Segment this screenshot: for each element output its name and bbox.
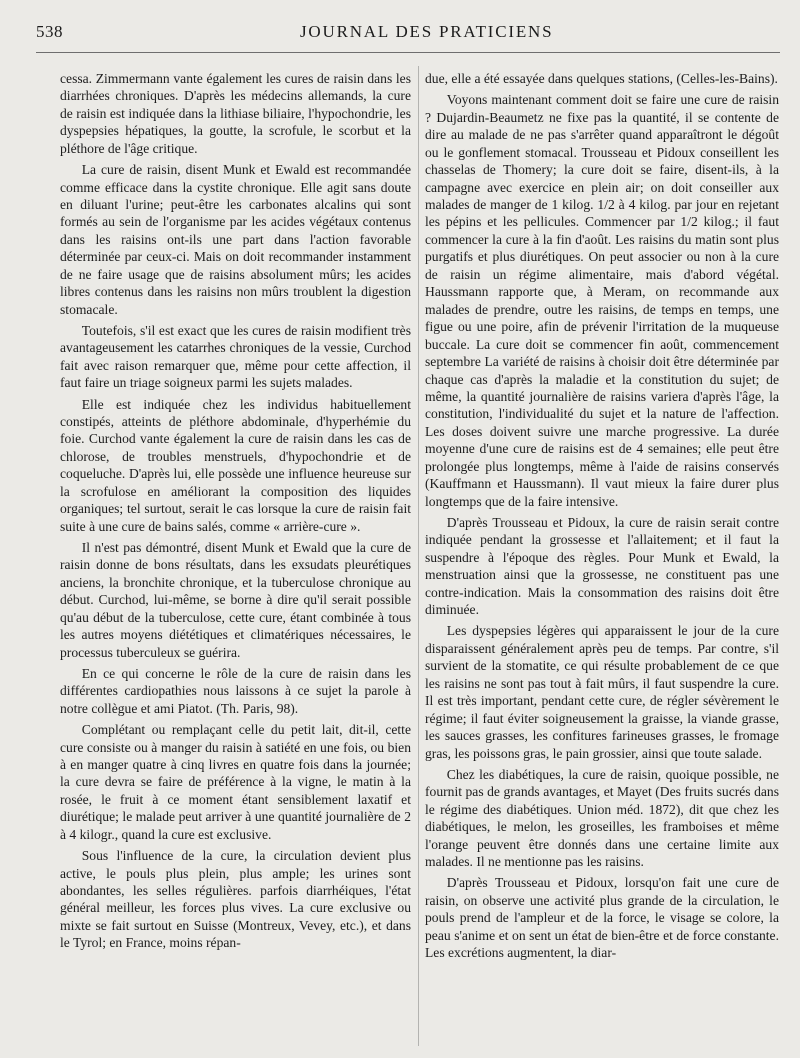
paragraph: cessa. Zimmermann vante également les cures de raisin dans les diarrhées chroniques. D'après les médecins allemands, la cure de raisin est indiquée dans la lithiase biliaire, l'hypochondrie, les dyspepsies hépatiques, la goutte, la scrofule, le scorbut et la pléthore de l'âge critique. [60,71,411,156]
header-rule [36,52,780,53]
page-header [0,22,800,50]
column-divider [418,66,419,1046]
left-column [60,70,411,956]
right-column [425,70,779,965]
paragraph: Chez les diabétiques, la cure de raisin, quoique possible, ne fournit pas de grands avantages, et Mayet (Des fruits sucrés dans le régime des diabétiques. Union méd. 1872), dit que chez les diabétiques, le melon, les groseilles, les framboises et même l'orange peuvent être donnés dans une certaine limite aux malades. Il ne mentionne pas les raisins. [425,766,779,870]
paragraph: D'après Trousseau et Pidoux, lorsqu'on fait une cure de raisin, on observe une activité plus grande de la circulation, le pouls prend de l'ampleur et de la force, le visage se colore, la peau s'anime et on sent un état de bien-être et de force constante. Les excrétions augmentent, la diar- [425,875,779,961]
paragraph: due, elle a été essayée dans quelques stations, (Celles-les-Bains). [425,71,778,86]
journal-title: JOURNAL DES PRATICIENS [300,22,554,41]
paragraph: Complétant ou remplaçant celle du petit lait, dit-il, cette cure consiste ou à manger du raisin à satiété en une fois, ou bien à en manger quatre à cinq livres en quatre fois dans la journée; la cure devra se faire de préférence à la vigne, le matin à la rosée, le fruit à ce moment étant sensiblement laxatif et diurétique; le malade peut arriver à une quantité journalière de 2 à 4 kilogr., quand la cure est exclusive. [60,722,411,842]
paragraph: La cure de raisin, disent Munk et Ewald est recommandée comme efficace dans la cystite chronique. Elle agit sans doute en diluant l'urine; peut-être les carbonates alcalins qui sont formés au sein de l'organisme par les acides végétaux contenus dans les raisins ont-ils une part dans l'action favorable déterminée par ceux-ci. Mais on doit recommander instamment de ne faire usage que de raisins absolument mûrs; les acides libres contenus dans les raisins non mûrs troublent la digestion stomacale. [60,162,411,317]
paragraph: Les dyspepsies légères qui apparaissent le jour de la cure disparaissent généralement après peu de temps. Par contre, s'il survient de la stomatite, ce qui résulte probablement de ce que les raisins ne sont pas tout à fait mûrs, il faut suspendre la cure. Il est très important, pendant cette cure, de régler sévèrement le régime; il faut éviter soigneusement la graisse, la viande grasse, les sauces grasses, les confitures farineuses grasses, le fromage gras, les poissons gras, le pain grossier, ainsi que toute salade. [425,623,779,761]
page-number: 538 [36,22,63,41]
paragraph: Voyons maintenant comment doit se faire une cure de raisin ? Dujardin-Beaumetz ne fixe pas la quantité, il se contente de dire au malade de ne pas s'arrêter quand apparaîtront le dégoût ou le gonflement stomacal. Trousseau et Pidoux conseillent les chasselas de Thomery; la cure doit se faire, disent-ils, à la campagne avec exercice en plein air; on doit conseiller aux malades de manger de 1 kilog. 1/2 à 4 kilog. par jour en rejetant les pépins et les pellicules. Commencer par 1/2 kilog.; il faut commencer la cure à la fin d'août. Les raisins du matin sont plus purgatifs et plus diurétiques. On peut associer ou non à la cure de raisin un régime alimentaire, mais d'abord végétal. Haussmann rapporte que, à Meram, on recommande aux malades de prendre, outre les raisins, de temps en temps, une figue ou une poire, afin de prévenir l'irritation de la muqueuse buccale. La cure doit se commencer fin août, commencement septembre La variété de raisins à choisir doit être déterminée par chaque cas d'après la maladie et la constitution du sujet; de même, la quantité journalière de raisins variera d'après l'âge, la constitution, l'individualité du sujet et la nature de l'affection. Les doses doivent suivre une marche progressive. La durée moyenne d'une cure de raisins est de 4 semaines; elle peut être prolongée plus longtemps, même à l'aide de raisins conservés (Kauffmann et Haussmann). Il vaut mieux la faire durer plus longtemps que de la faire intensive. [425,92,779,509]
paragraph: D'après Trousseau et Pidoux, la cure de raisin serait contre indiquée pendant la grossesse et l'allaitement; et il faut la suspendre à l'époque des règles. Pour Munk et Ewald, la menstruation ainsi que la grossesse, ne constituent pas une contre-indication. Mais la consommation des raisins doit être diminuée. [425,514,779,618]
paragraph: Toutefois, s'il est exact que les cures de raisin modifient très avantageusement les catarrhes chroniques de la vessie, Curchod fait avec raison remarquer que, même pour cette affection, il faut faire un triage soigneux parmi les sujets malades. [60,322,411,391]
paragraph: Elle est indiquée chez les individus habituellement constipés, atteints de pléthore abdominale, d'hyperhémie du foie. Curchod vante également la cure de raisin dans les cas de chlorose, de troubles menstruels, d'hypochondrie et de coqueluche. D'après lui, elle possède une influence heureuse sur la scrofulose en améliorant la composition des liquides organiques; tel surtout, serait le cas lorsque la cure de raisin fait suite à une cure de bains salés, comme « arrière-cure ». [60,396,411,534]
paragraph: En ce qui concerne le rôle de la cure de raisin dans les différentes cardiopathies nous laissons à ce sujet la parole à notre collègue et ami Piatot. (Th. Paris, 98). [60,665,411,716]
paragraph: Sous l'influence de la cure, la circulation devient plus active, le pouls plus plein, plus ample; les urines sont abondantes, les selles régulières. parfois diarrhéiques, l'état général meilleur, les forces plus vives. La cure exclusive ou mixte se fait surtout en Suisse (Montreux, Vevey, etc.), et dans le Tyrol; en France, moins répan- [60,848,411,951]
paragraph: Il n'est pas démontré, disent Munk et Ewald que la cure de raisin donne de bons résultats, dans les exsudats pleurétiques anciens, la bronchite chronique, et la tuberculose chronique au début. Curchod, lui-même, se borne à dire qu'il serait possible qu'au début de la tuberculose, cette cure, étant combinée à tous les autres moyens diététiques et climatériques nécessaires, le processus tuberculeux se guérira. [60,539,411,660]
